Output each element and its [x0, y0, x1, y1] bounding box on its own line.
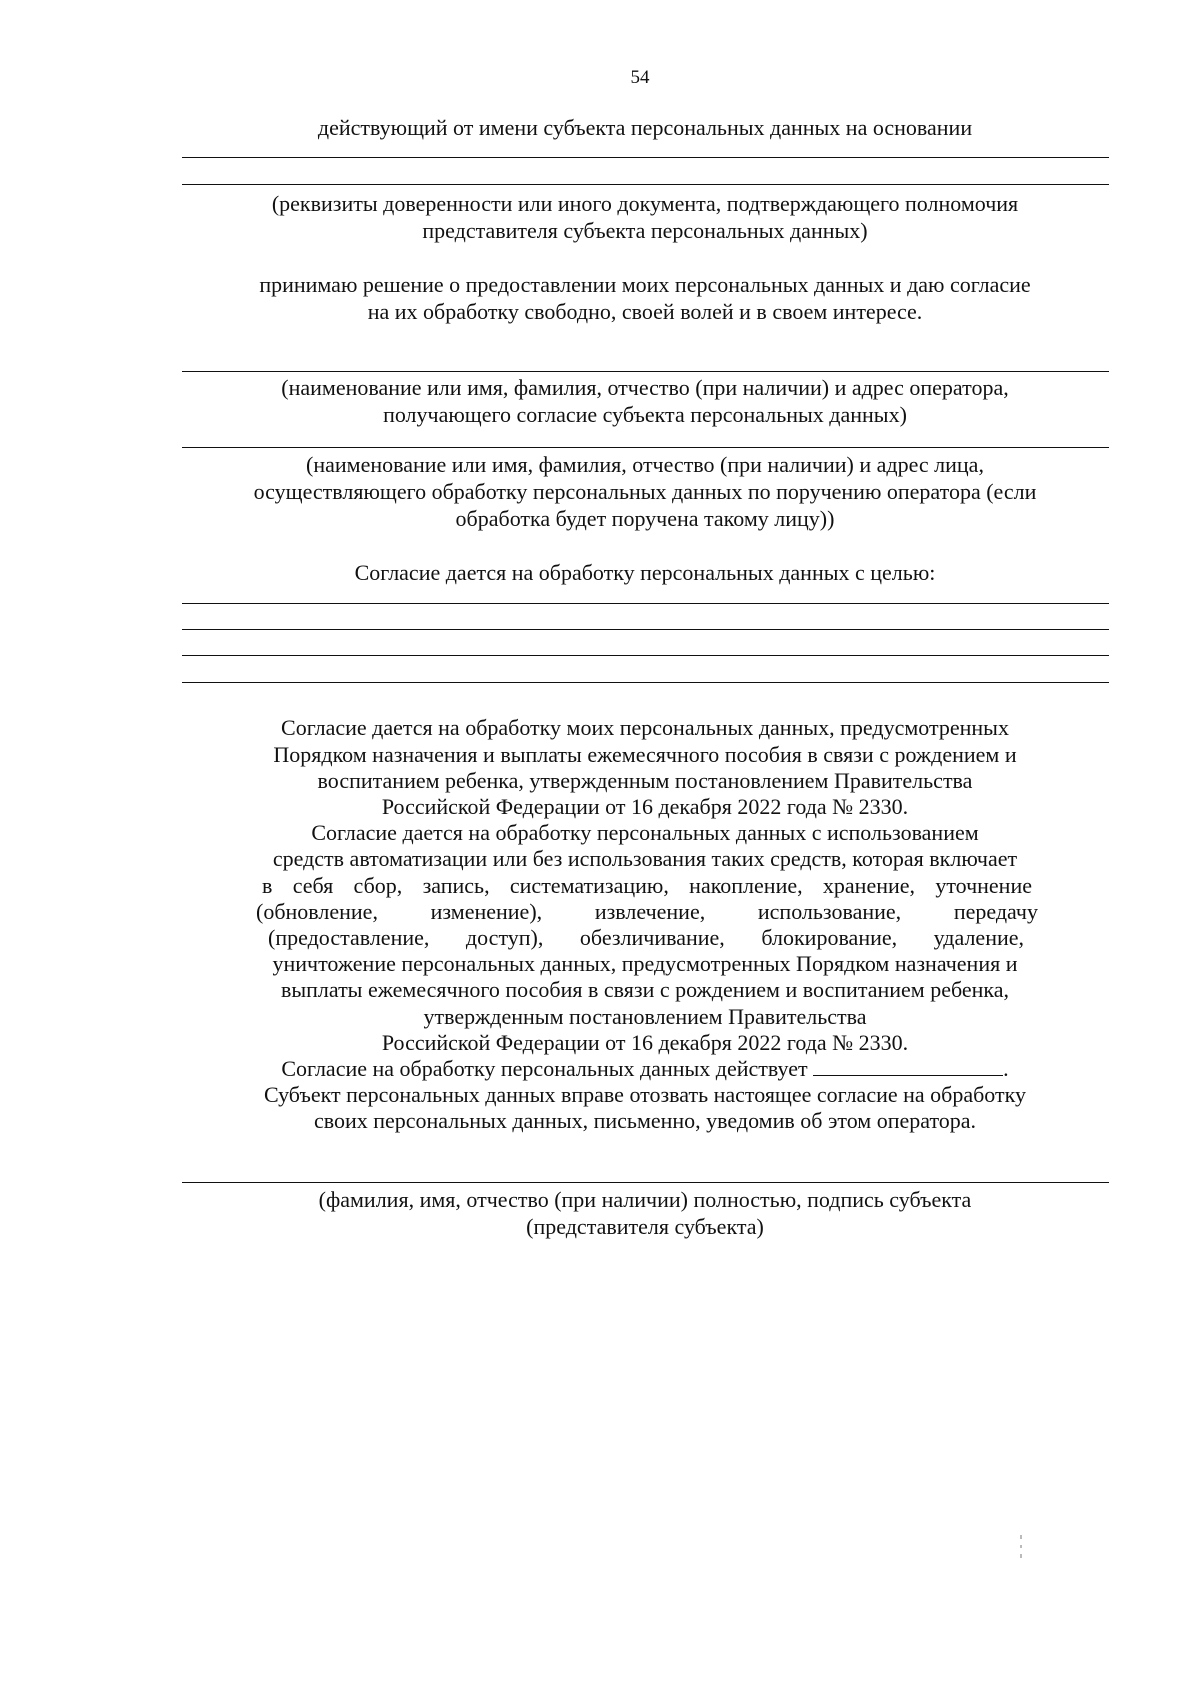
blank-line-signature[interactable]	[182, 1182, 1109, 1183]
blank-line-purpose-4[interactable]	[182, 682, 1109, 683]
purpose-heading: Согласие дается на обработку персональных данных с целью:	[354, 560, 936, 585]
blank-line-requisites-1[interactable]	[182, 157, 1109, 158]
body-line: воспитанием ребенка, утвержденным постановлением Правительства	[317, 768, 973, 793]
validity-text: Согласие на обработку персональных данных действует	[281, 1056, 808, 1081]
body-line: Согласие дается на обработку персональных данных с использованием	[311, 820, 979, 845]
body-line: средств автоматизации или без использования таких средств, которая включает	[272, 846, 1018, 871]
caption-operator-line-2: получающего согласие субъекта персональных данных)	[383, 402, 907, 427]
body-line: Российской Федерации от 16 декабря 2022 года № 2330.	[381, 794, 909, 819]
caption-signature-line-1: (фамилия, имя, отчество (при наличии) полностью, подпись субъекта	[318, 1187, 972, 1212]
scan-speck	[1020, 1545, 1022, 1548]
caption-processor-line-3: обработка будет поручена такому лицу))	[455, 506, 835, 531]
blank-line-purpose-3[interactable]	[182, 655, 1109, 656]
blank-line-operator[interactable]	[182, 371, 1109, 372]
caption-processor-line-1: (наименование или имя, фамилия, отчество (при наличии) и адрес лица,	[306, 452, 984, 477]
decision-line-2: на их обработку свободно, своей волей и в своем интересе.	[367, 299, 923, 324]
body-line: Порядком назначения и выплаты ежемесячного пособия в связи с рождением и	[273, 742, 1017, 767]
scan-speck	[1020, 1554, 1022, 1558]
validity-period-field[interactable]	[813, 1055, 1003, 1076]
body-line: (обновление, изменение), извлечение, использование, передачу	[256, 899, 1038, 924]
body-line: уничтожение персональных данных, предусмотренных Порядком назначения и	[272, 951, 1018, 976]
body-line: (предоставление, доступ), обезличивание, блокирование, удаление,	[268, 925, 1024, 950]
validity-period-end: .	[1003, 1056, 1009, 1081]
body-line: утвержденным постановлением Правительства	[423, 1004, 867, 1029]
body-line: своих персональных данных, письменно, уведомив об этом оператора.	[313, 1108, 977, 1133]
blank-line-requisites-2[interactable]	[182, 184, 1109, 185]
caption-requisites-line-2: представителя субъекта персональных данных)	[422, 218, 868, 243]
caption-operator-line-1: (наименование или имя, фамилия, отчество (при наличии) и адрес оператора,	[281, 375, 1009, 400]
decision-line-1: принимаю решение о предоставлении моих персональных данных и даю согласие	[259, 272, 1031, 297]
caption-processor-line-2: осуществляющего обработку персональных данных по поручению оператора (если	[253, 479, 1037, 504]
body-line: выплаты ежемесячного пособия в связи с рождением и воспитанием ребенка,	[280, 977, 1010, 1002]
body-line: Российской Федерации от 16 декабря 2022 года № 2330.	[381, 1030, 909, 1055]
blank-line-purpose-1[interactable]	[182, 603, 1109, 604]
body-line: в себя сбор, запись, систематизацию, накопление, хранение, уточнение	[262, 873, 1032, 898]
body-line: Субъект персональных данных вправе отозвать настоящее согласие на обработку	[263, 1082, 1027, 1107]
caption-signature-line-2: (представителя субъекта)	[526, 1214, 764, 1239]
blank-line-purpose-2[interactable]	[182, 629, 1109, 630]
acting-on-behalf-line: действующий от имени субъекта персональных данных на основании	[317, 115, 973, 140]
validity-line	[180, 1055, 1110, 1083]
page-number: 54	[630, 67, 650, 88]
scan-speck	[1020, 1535, 1022, 1539]
caption-requisites-line-1: (реквизиты доверенности или иного документа, подтверждающего полномочия	[271, 191, 1019, 216]
blank-line-processor[interactable]	[182, 447, 1109, 448]
body-line: Согласие дается на обработку моих персональных данных, предусмотренных	[281, 715, 1009, 740]
